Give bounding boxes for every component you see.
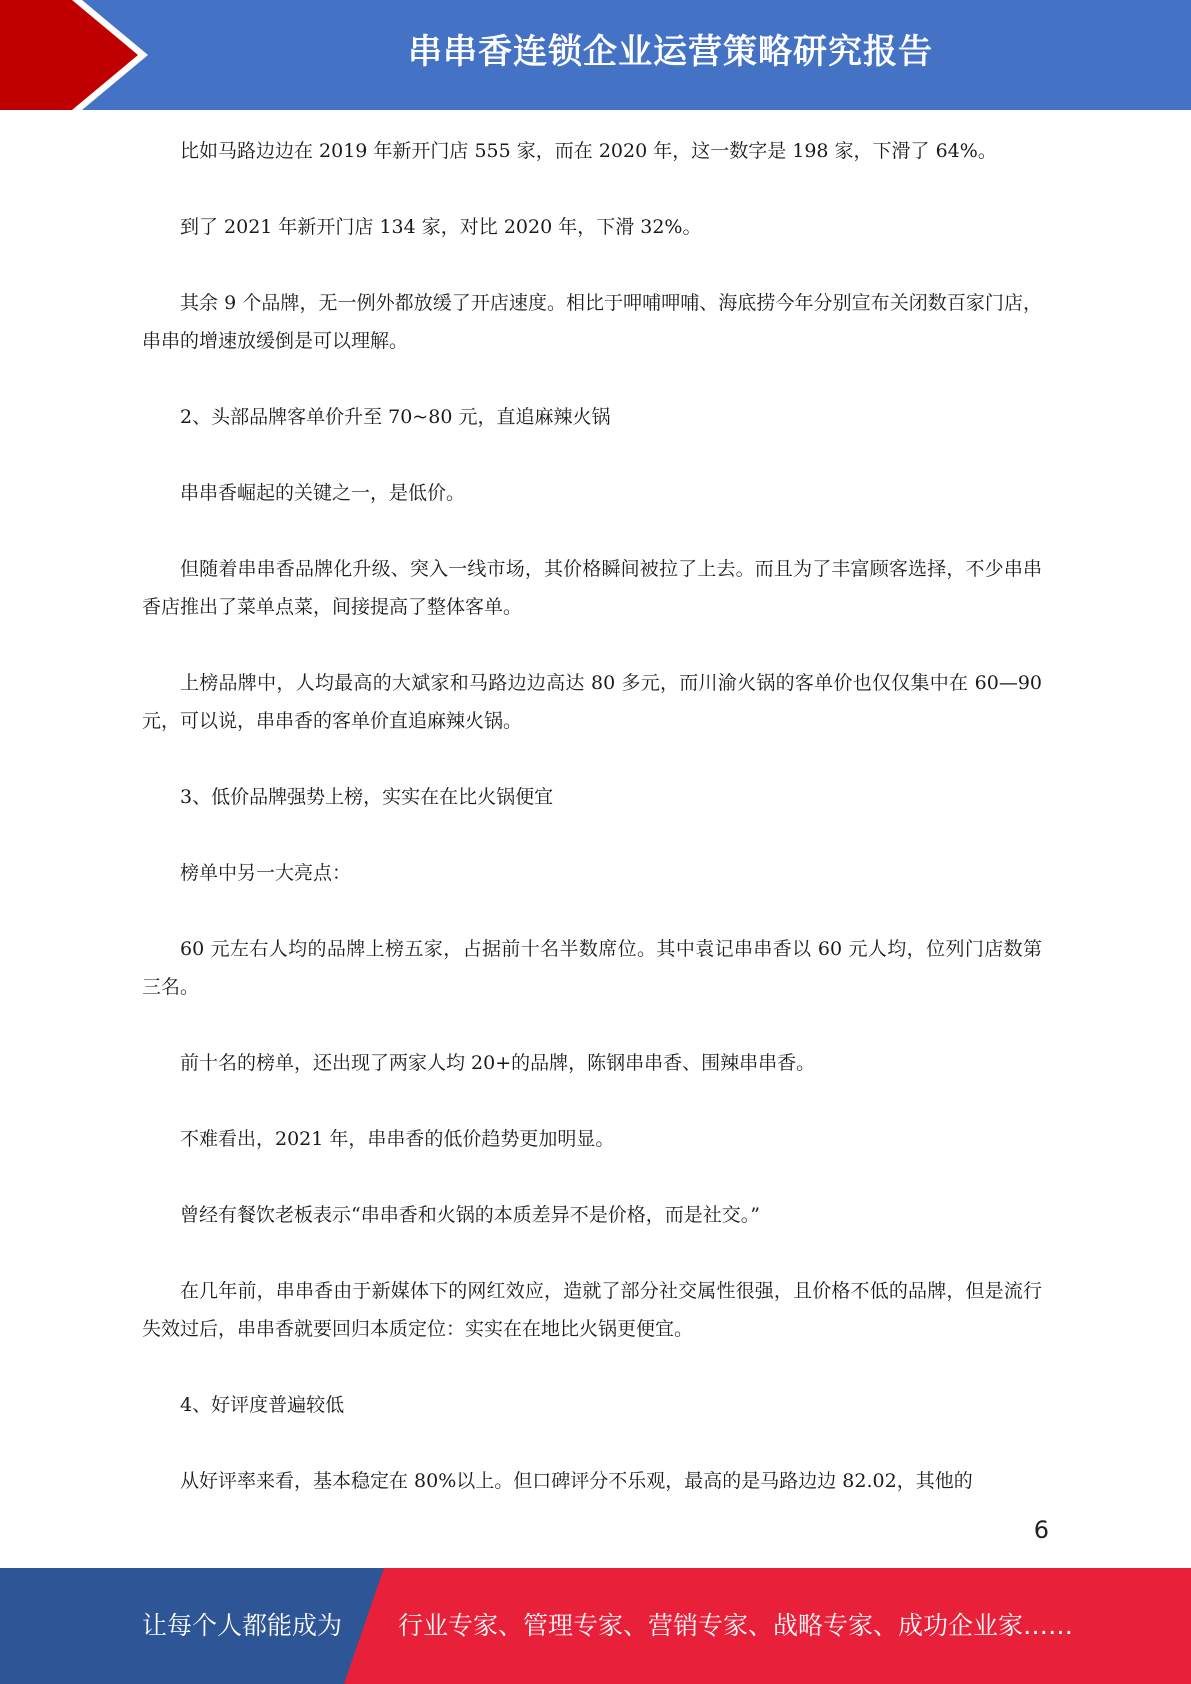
- section-heading: 2、头部品牌客单价升至 70~80 元，直追麻辣火锅: [180, 406, 611, 428]
- paragraph: 到了 2021 年新开门店 134 家，对比 2020 年，下滑 32%。: [180, 216, 702, 238]
- paragraph: 上榜品牌中，人均最高的大斌家和马路边边高达 80 多元，而川渝火锅的客单价也仅仅集中在 60—90 元，可以说，串串香的客单价直追麻辣火锅。: [142, 672, 1042, 732]
- paragraph: 在几年前，串串香由于新媒体下的网红效应，造就了部分社交属性很强，且价格不低的品牌，但是流行失效过后，串串香就要回归本质定位：实实在在地比火锅更便宜。: [142, 1280, 1042, 1340]
- paragraph: 不难看出，2021 年，串串香的低价趋势更加明显。: [180, 1128, 615, 1150]
- footer-slogan-left: 让每个人都能成为: [142, 1611, 343, 1640]
- paragraph: 前十名的榜单，还出现了两家人均 20+的品牌，陈钢串串香、围辣串串香。: [180, 1052, 816, 1074]
- paragraph: 串串香崛起的关键之一，是低价。: [180, 482, 466, 504]
- page-header: [0, 0, 1191, 110]
- report-title: 串串香连锁企业运营策略研究报告: [408, 32, 933, 72]
- paragraph: 从好评率来看，基本稳定在 80%以上。但口碑评分不乐观，最高的是马路边边 82.02，其他的: [180, 1470, 973, 1492]
- paragraph: 但随着串串香品牌化升级、突入一线市场，其价格瞬间被拉了上去。而且为了丰富顾客选择，不少串串香店推出了菜单点菜，间接提高了整体客单。: [142, 558, 1042, 618]
- page-number: 6: [1033, 1516, 1049, 1544]
- document-body: [142, 132, 1042, 1500]
- section-heading: 3、低价品牌强势上榜，实实在在比火锅便宜: [180, 786, 554, 808]
- footer-slogan-right: 行业专家、管理专家、营销专家、战略专家、成功企业家……: [398, 1611, 1074, 1640]
- paragraph: 比如马路边边在 2019 年新开门店 555 家，而在 2020 年，这一数字是 198 家，下滑了 64%。: [180, 140, 997, 162]
- paragraph: 60 元左右人均的品牌上榜五家，占据前十名半数席位。其中袁记串串香以 60 元人均，位列门店数第三名。: [142, 938, 1042, 998]
- paragraph: 曾经有餐饮老板表示“串串香和火锅的本质差异不是价格，而是社交。”: [180, 1204, 760, 1226]
- section-heading: 4、好评度普遍较低: [180, 1394, 345, 1416]
- page-footer: [0, 1568, 1191, 1684]
- paragraph: 其余 9 个品牌，无一例外都放缓了开店速度。相比于呷哺呷哺、海底捞今年分别宣布关闭数百家门店，串串的增速放缓倒是可以理解。: [142, 292, 1042, 352]
- paragraph: 榜单中另一大亮点：: [180, 862, 352, 884]
